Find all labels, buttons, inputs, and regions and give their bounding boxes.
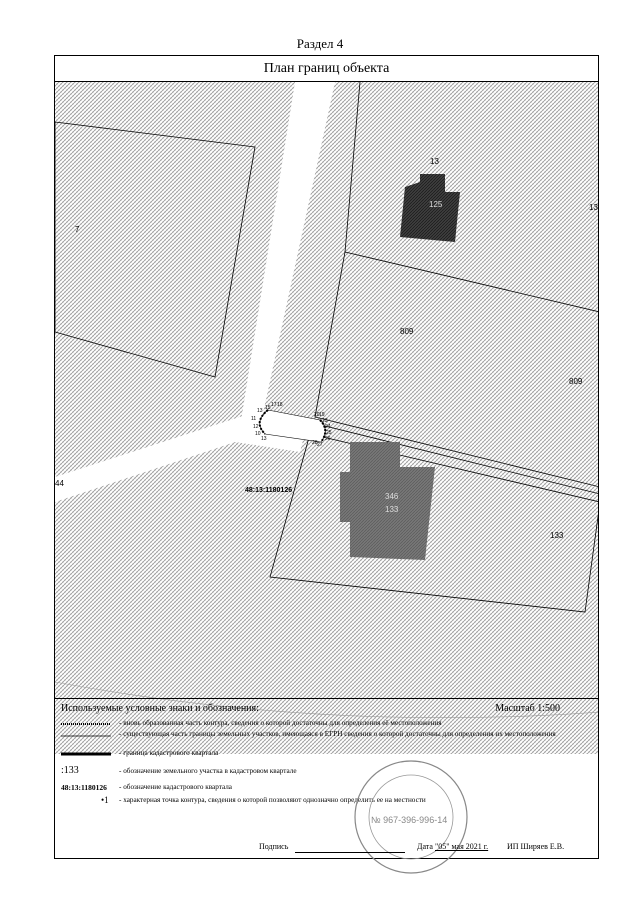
- point-label: 15: [265, 405, 271, 411]
- label-parcel-44: 44: [55, 479, 64, 488]
- point-symbol-number: 1: [104, 795, 109, 805]
- label-parcel-809-a: 809: [400, 327, 414, 336]
- signature-label: Подпись: [259, 842, 289, 851]
- stamp-number: № 967-396-996-14: [371, 815, 448, 825]
- legend-item-text: - обозначение земельного участка в кадастровом квартале: [119, 767, 297, 775]
- legend-item-text: - граница кадастрового квартала: [119, 749, 219, 757]
- point-label: 28: [312, 440, 318, 446]
- label-parcel-7: 7: [75, 225, 80, 234]
- point-label: 18: [277, 402, 283, 408]
- map-area: [55, 82, 598, 754]
- section-title: Раздел 4: [296, 36, 344, 51]
- point-label: 27: [317, 442, 323, 448]
- point-label: 12: [253, 424, 259, 430]
- point-label: 20: [314, 412, 320, 418]
- point-label: 17: [271, 402, 277, 408]
- date-value: "05" мая 2021 г.: [435, 842, 489, 851]
- thick-line-symbol: [61, 751, 113, 757]
- stamp: [351, 757, 471, 877]
- scale-label: Масштаб 1:500: [495, 703, 560, 714]
- person-name: ИП Ширяев Е.В.: [507, 842, 565, 851]
- point-symbol: •1: [101, 795, 109, 805]
- label-parcel-125: 125: [429, 200, 443, 209]
- point-label: 13: [257, 408, 263, 414]
- label-parcel-809-b: 809: [569, 377, 583, 386]
- label-parcel-133-right: 133: [550, 531, 564, 540]
- date-label: Дата: [417, 842, 433, 851]
- legend-item-text: - существующая часть границы земельных участков, имеющаяся в ЕГРН сведения о которой достаточны для определения их местоположения: [119, 730, 556, 738]
- legend-title: Используемые условные знаки и обозначения:: [61, 703, 259, 714]
- point-label: 26: [325, 436, 331, 442]
- plan-frame: [54, 55, 599, 859]
- thin-line-symbol: [61, 733, 113, 739]
- point-label: 19: [319, 412, 325, 418]
- label-parcel-13-top: 13: [430, 157, 439, 166]
- point-label: 23: [322, 418, 328, 424]
- dashed-line-symbol: [61, 721, 113, 727]
- quarter-symbol: 48:13:1180126: [61, 783, 107, 792]
- label-parcel-133-center: 133: [385, 505, 399, 514]
- point-label: 11: [251, 416, 257, 422]
- legend: [55, 698, 598, 859]
- legend-item-text: - обозначение кадастрового квартала: [119, 783, 232, 791]
- parcel-symbol: :133: [61, 765, 79, 776]
- label-quarter: 48:13:1180126: [245, 487, 293, 494]
- legend-item-text: - характерная точка контура, сведения о которой позволяют однозначно определить ее на местности: [119, 796, 426, 804]
- legend-item-text: - вновь образованная часть контура, сведения о которой достаточны для определения её местоположения: [119, 719, 442, 727]
- label-parcel-346: 346: [385, 492, 399, 501]
- point-label: 24: [325, 424, 331, 430]
- plan-title: План границ объекта: [55, 56, 598, 82]
- label-parcel-13-right: 13: [589, 203, 598, 212]
- point-label: 10: [255, 431, 261, 437]
- point-label: 25: [326, 430, 332, 436]
- point-label: 13: [261, 436, 267, 442]
